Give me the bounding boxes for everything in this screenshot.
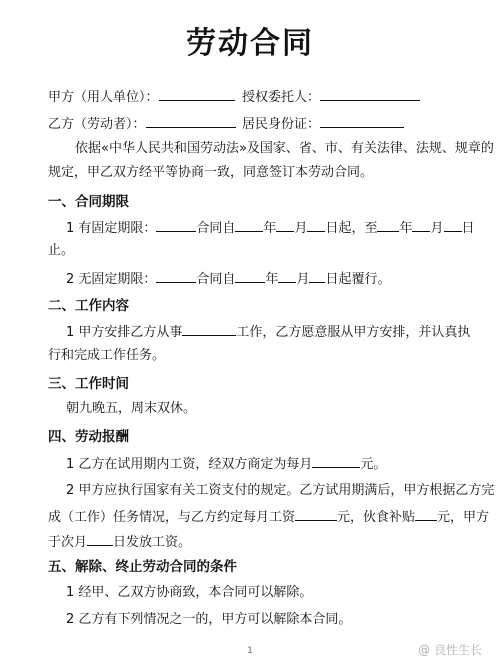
section-4-item-1 — [66, 453, 386, 475]
id-number-blank[interactable] — [320, 113, 404, 128]
probation-wage-blank[interactable] — [312, 453, 360, 468]
fixed-term-blank[interactable] — [156, 217, 196, 232]
yuan-party-a-text: 元，甲方 — [437, 510, 490, 525]
id-number-label: 居民身份证： — [242, 117, 321, 132]
end-year-blank[interactable] — [377, 217, 399, 232]
section-5-item-1: 1 经甲、乙双方协商致，本合同可以解除。 — [66, 585, 313, 600]
open-month-blank[interactable] — [278, 268, 296, 283]
section-5-item-2: 2 乙方有下列情况之一的，甲方可以解除本合同。 — [66, 612, 352, 627]
monthly-wage-blank[interactable] — [295, 506, 337, 521]
authorized-agent-line — [242, 86, 420, 108]
section-1-item-2 — [66, 268, 390, 290]
party-a-blank[interactable] — [159, 86, 235, 101]
authorized-agent-blank[interactable] — [320, 86, 420, 101]
section-1-item-1 — [66, 217, 475, 239]
monthly-wage-text: 成（工作）任务情况，与乙方约定每月工资 — [48, 510, 296, 525]
month-text: 月 — [430, 221, 444, 236]
preamble-line-1: 依据«中华人民共和国劳动法»及国家、省、市、有关法律、法规、规章的 — [75, 141, 494, 156]
probation-wage-text: 1 乙方在试用期内工资，经双方商定为每月 — [66, 457, 313, 472]
pay-day-text: 日发放工资。 — [113, 535, 192, 550]
watermark-text: @ 良性生长 — [418, 643, 482, 657]
document-title: 劳动合同 — [186, 26, 314, 61]
open-term-label: 2 无固定期限： — [66, 272, 157, 287]
party-a-label: 甲方（用人单位）： — [48, 90, 159, 105]
fixed-term-label: 1 有固定期限： — [66, 221, 157, 236]
open-year-blank[interactable] — [235, 268, 265, 283]
start-day-blank[interactable] — [307, 217, 325, 232]
id-number-line — [242, 113, 404, 135]
yuan-text: 元。 — [360, 457, 387, 472]
end-month-blank[interactable] — [412, 217, 430, 232]
day-text: 日 — [461, 221, 475, 236]
authorized-agent-label: 授权委托人： — [242, 90, 321, 105]
year-text: 年 — [399, 221, 413, 236]
open-day-blank[interactable] — [309, 268, 325, 283]
section-4-item-2-line-1: 2 甲方应执行国家有关工资支付的规定。乙方试用期满后，甲方根据乙方完 — [66, 483, 495, 498]
day-start-text: 日起，至 — [325, 221, 378, 236]
meal-allowance-blank[interactable] — [415, 506, 437, 521]
section-3-heading: 三、工作时间 — [48, 376, 129, 392]
contract-from-text: 合同自 — [196, 221, 236, 236]
open-term-blank[interactable] — [156, 268, 196, 283]
section-5-heading: 五、解除、终止劳动合同的条件 — [48, 559, 237, 575]
job-blank[interactable] — [182, 321, 236, 336]
month-text: 月 — [296, 272, 310, 287]
preamble-line-2: 规定，甲乙双方经平等协商一致，同意签订本劳动合同。 — [48, 165, 374, 180]
year-text: 年 — [265, 272, 279, 287]
watermark — [418, 641, 482, 658]
job-description-text: 工作，乙方愿意服从甲方安排，并认真执 — [236, 325, 471, 340]
day-start-text: 日起覆行。 — [325, 272, 391, 287]
pay-day-blank[interactable] — [87, 531, 113, 546]
section-1-item-1-tail: 止。 — [48, 243, 75, 258]
page-number: 1 — [247, 646, 253, 656]
month-text: 月 — [294, 221, 308, 236]
contract-from-text: 合同自 — [196, 272, 236, 287]
meal-allowance-text: 元，伙食补贴 — [337, 510, 416, 525]
party-b-blank[interactable] — [146, 113, 236, 128]
section-2-item-1 — [66, 321, 470, 343]
party-b-label: 乙方（劳动者）： — [48, 117, 146, 132]
section-4-item-2-line-3 — [48, 531, 191, 553]
job-assignment-text: 1 甲方安排乙方从事 — [66, 325, 183, 340]
section-1-heading: 一、合同期限 — [48, 194, 129, 210]
section-2-heading: 二、工作内容 — [48, 298, 129, 314]
section-4-item-2-line-2 — [48, 506, 489, 528]
start-month-blank[interactable] — [276, 217, 294, 232]
start-year-blank[interactable] — [235, 217, 263, 232]
next-month-text: 于次月 — [48, 535, 88, 550]
party-a-line — [48, 86, 235, 108]
end-day-blank[interactable] — [444, 217, 462, 232]
work-hours-text: 朝九晚五，周末双休。 — [66, 401, 197, 416]
section-4-heading: 四、劳动报酬 — [48, 429, 129, 445]
year-text: 年 — [263, 221, 277, 236]
party-b-line — [48, 113, 236, 135]
section-2-item-1-tail: 行和完成工作任务。 — [48, 348, 166, 363]
